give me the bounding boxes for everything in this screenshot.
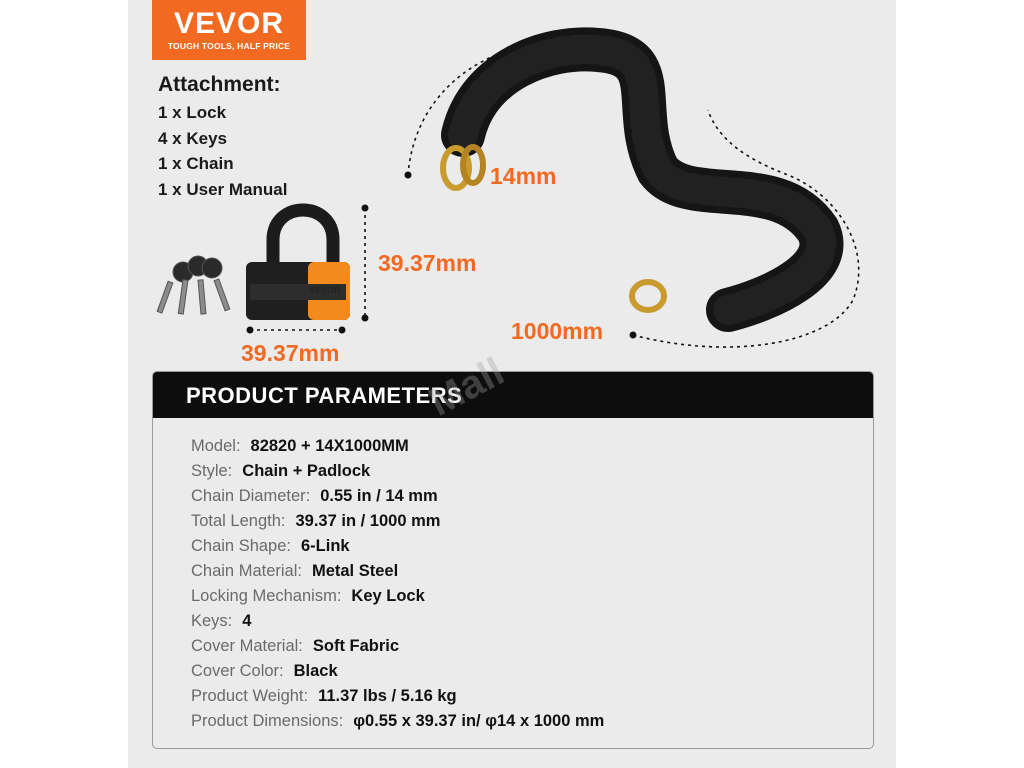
attachment-item: 1 x Lock [158,103,227,122]
attachment-item: 4 x Keys [158,128,227,148]
param-row [191,686,457,706]
param-label: Chain Shape: [191,537,291,555]
param-label: Chain Material: [191,562,302,580]
lock-height-label: 39.37mm [378,250,477,276]
param-label: Product Dimensions: [191,712,344,730]
logo-tagline: TOUGH TOOLS, HALF PRICE [167,41,291,51]
product-image [128,0,896,768]
param-row [191,586,425,606]
parameters-header [153,372,873,418]
product-parameters-panel [152,371,874,749]
param-value: 39.37 in / 1000 mm [295,512,441,530]
padlock [246,210,350,320]
param-row [191,711,604,731]
param-row [191,436,409,456]
param-value: 0.55 in / 14 mm [320,487,438,505]
chain-length-label: 1000mm [511,318,604,344]
param-label: Cover Material: [191,637,303,655]
param-label: Style: [191,462,233,480]
param-value: 4 [242,612,252,630]
logo-brand: VEVOR [173,7,285,40]
param-label: Model: [191,437,241,455]
param-value: Soft Fabric [312,637,400,655]
param-row [191,511,440,531]
param-row [191,661,338,681]
chain-end-link-top [443,147,483,188]
chain-end-link-bottom [632,282,664,310]
param-value: Key Lock [351,587,425,605]
param-label: Product Weight: [191,687,309,705]
param-label: Cover Color: [191,662,284,680]
param-value: φ0.55 x 39.37 in/ φ14 x 1000 mm [353,712,605,730]
param-value: 11.37 lbs / 5.16 kg [318,687,457,705]
param-row [191,486,438,506]
param-value: Black [293,662,338,680]
attachment-item: 1 x User Manual [158,179,288,199]
param-value: 82820 + 14X1000MM [250,437,409,455]
param-label: Chain Diameter: [191,487,311,505]
lock-brand-label: VEVOR [309,285,341,295]
attachment-title: Attachment: [158,73,281,96]
parameters-title: PRODUCT PARAMETERS [186,383,463,408]
param-row [191,536,350,556]
attachment-item: 1 x Chain [158,154,234,173]
lock-width-label: 39.37mm [241,340,340,366]
chain-diameter-label: 14mm [490,163,557,189]
param-value: 6-Link [301,537,350,555]
watermark: Mall [421,349,512,425]
param-value: Chain + Padlock [242,462,371,480]
param-label: Keys: [191,612,233,630]
param-label: Locking Mechanism: [191,587,342,605]
param-row [191,636,399,656]
param-row [191,611,251,631]
param-row [191,561,398,581]
param-label: Total Length: [191,512,286,530]
keys [157,256,230,314]
param-value: Metal Steel [311,562,399,580]
param-row [191,461,370,481]
